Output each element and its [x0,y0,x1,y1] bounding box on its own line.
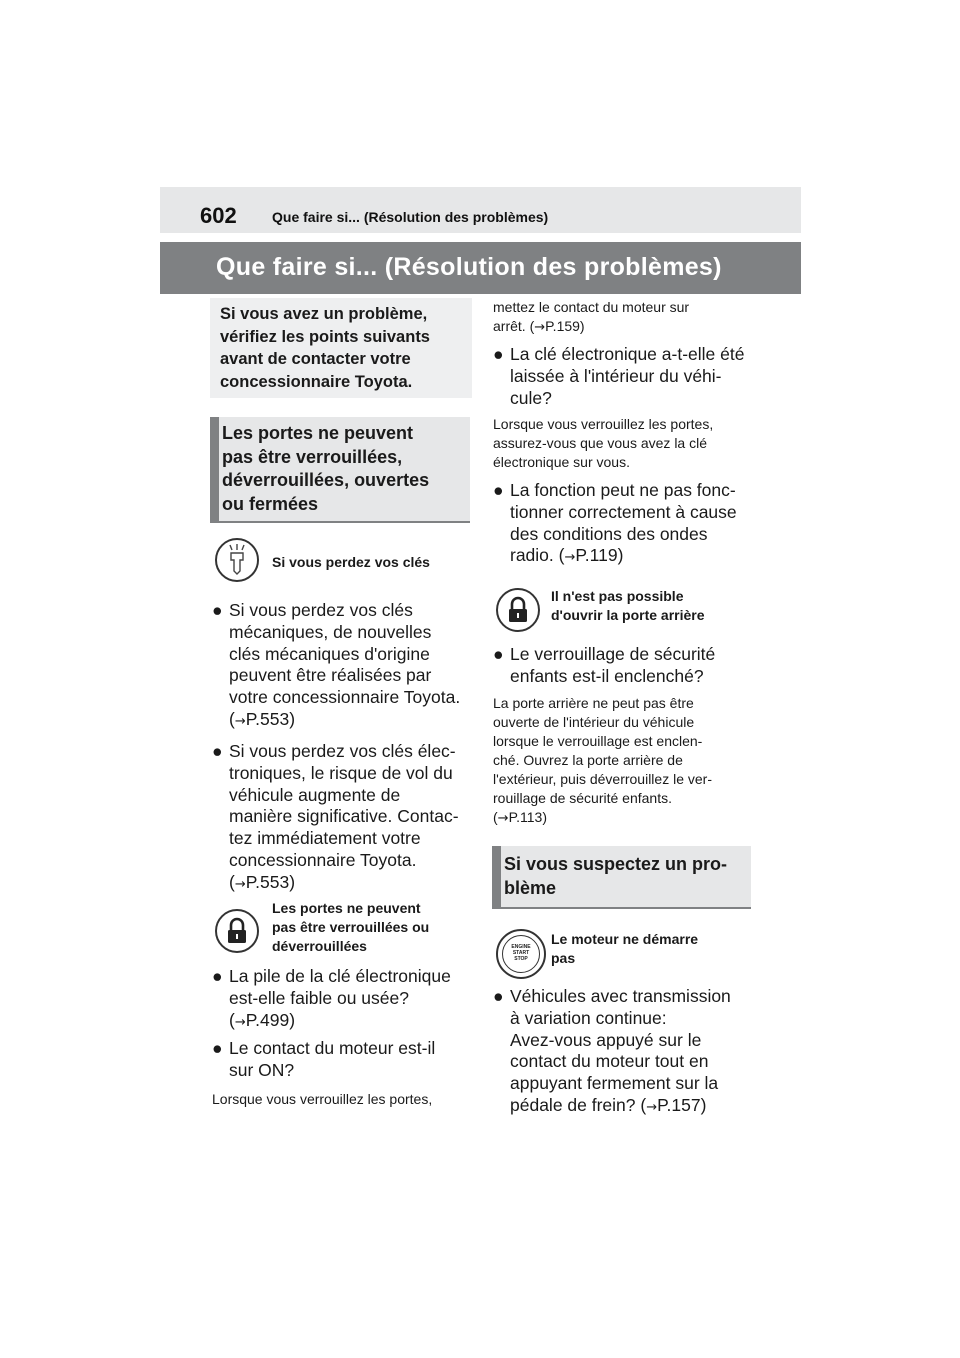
bullet-key-left-inside: ● La clé électronique a-t-elle été laissée à l'intérieur du véhi- cule? [493,344,745,408]
bullet-lost-electronic-keys: ● Si vous perdez vos clés élec- troniques, le risque de vol du véhicule augmente de manière significative. Contac- tez immédiatement votre concessionnaire Toyota. (→P.553) [212,741,459,892]
bullet-child-lock: ● Le verrouillage de sécurité enfants est-il enclenché? [493,644,716,686]
bullet-brake-pedal: ● Véhicules avec transmission à variation continue: Avez-vous appuyé sur le contact du moteur tout en appuyant fermement sur la pédale de frein? (→P.157) [493,986,731,1115]
bullet-lost-mechanical-keys: ● Si vous perdez vos clés mécaniques, de nouvelles clés mécaniques d'origine peuvent être réalisées par votre concessionnaire Toyota. (→P.553) [212,600,461,729]
subheading-engine-wont-start: Le moteur ne démarre pas [551,931,699,966]
bullet-dot: ● [212,600,223,620]
bullet-dot: ● [212,1038,223,1058]
page-reference[interactable]: P.553 [245,871,290,892]
lock-icon [215,909,259,953]
bullet-battery-low: ● La pile de la clé électronique est-elle faible ou usée? (→P.499) [212,966,451,1030]
bullet-dot: ● [212,966,223,986]
subheading-rear-door: Il n'est pas possible d'ouvrir la porte arrière [551,588,705,623]
page-title: Que faire si... (Résolution des problèmes) [216,253,722,281]
note-engine-switch-continued: mettez le contact du moteur sur arrêt. (→P.159) [493,299,690,335]
note-key-on-you: Lorsque vous verrouillez les portes, assurez-vous que vous avez la clé électronique sur vous. [493,416,714,470]
running-header-title: Que faire si... (Résolution des problèmes) [272,209,549,225]
engine-start-stop-icon: ENGINE START STOP [496,929,546,979]
page-number: 602 [200,203,237,228]
lock-icon [496,588,540,632]
page-reference[interactable]: P.553 [245,708,290,729]
bullet-engine-switch-on: ● Le contact du moteur est-il sur ON? [212,1038,436,1080]
bullet-dot: ● [212,741,223,761]
key-icon [215,538,259,582]
subheading-lost-keys: Si vous perdez vos clés [272,554,430,570]
page-reference[interactable]: P.157 [657,1094,701,1115]
subheading-cannot-lock: Les portes ne peuvent pas être verrouillées ou déverrouillées [272,900,430,954]
bullet-dot: ● [493,986,504,1006]
note-engine-switch: Lorsque vous verrouillez les portes, [212,1091,433,1107]
note-child-lock: La porte arrière ne peut pas être ouverte de l'intérieur du véhicule lorsque le verrouillage est enclen- ché. Ouvrez la porte arrière de l'extérieur, puis déverrouillez le ver- rouillage de sécurité enfants. (→P.113) [493,695,712,826]
bullet-radio-waves: ● La fonction peut ne pas fonc- tionner correctement à cause des conditions des ondes radio. (→P.119) [493,480,737,566]
page-reference[interactable]: P.113 [508,809,543,825]
section-title-suspect: Si vous suspectez un pro- blème [504,854,728,898]
bullet-dot: ● [493,644,504,664]
page-reference[interactable]: P.159 [545,318,580,334]
intro-text: Si vous avez un problème, vérifiez les points suivants avant de contacter votre concessionnaire Toyota. [220,305,430,391]
bullet-dot: ● [493,344,504,364]
bullet-dot: ● [493,480,504,500]
page-reference[interactable]: P.119 [575,545,618,566]
section-title-doors: Les portes ne peuvent pas être verrouillées, déverrouillées, ouvertes ou fermées [222,423,430,514]
page-reference[interactable]: P.499 [245,1009,290,1030]
